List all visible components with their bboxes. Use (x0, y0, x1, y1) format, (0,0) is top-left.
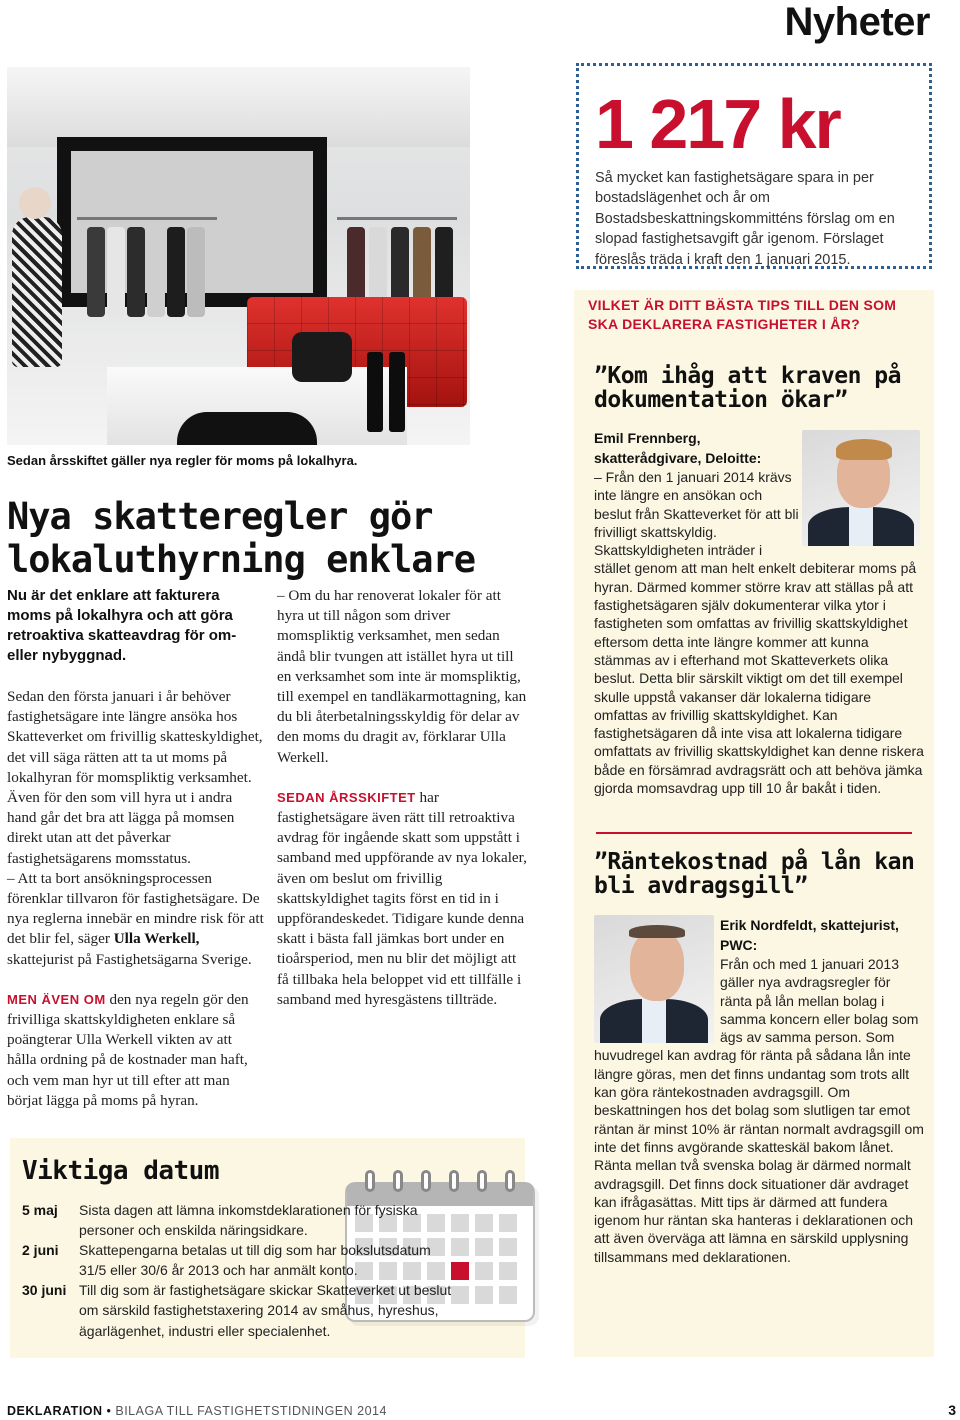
section-label: Nyheter (784, 0, 930, 44)
date-label: 5 maj (22, 1202, 58, 1218)
important-dates-box (10, 1138, 525, 1358)
date-label: 2 juni (22, 1242, 59, 1258)
article-paragraph: MEN ÄVEN OM den nya regeln gör den frivilliga skattskyldigheten enklare så poängterar Ulla Werkell vikten av att hålla ordning på de kostnader man haft, och vem man hyr ut till efter att man börjat lägga på moms på hyran. (7, 990, 249, 1109)
key-figure-number: 1 217 kr (595, 85, 840, 163)
article-column-2 (277, 586, 527, 1010)
key-figure-box (576, 63, 932, 269)
article-paragraph: Sedan den första januari i år behöver fastighetsägare inte längre ansöka hos Skatteverket om frivillig skatteskyldighet, det vill säga rätten att ta ut moms på lokalhyran för momspliktig verksamhet. Även för den som vill hyra ut i andra hand går det bra att lägga på momsen direkt utan att det påverkar fastighetsägarens momsstatus. (7, 688, 263, 867)
date-text: Sista dagen att lämna inkomstdeklarationen för fysiska personer och enskilda näringsidkare. (79, 1202, 418, 1239)
article-column-1 (7, 687, 265, 1111)
footer: DEKLARATION • BILAGA TILL FASTIGHETSTIDNINGEN 2014 (7, 1404, 387, 1418)
key-figure-text: Så mycket kan fastighetsägare spara in per bostadslägenhet och år om Bostadsbeskattningskommitténs förslag om en slopad fastighetsavgift går igenom. Förslaget föreslås träda i kraft den 1 januari 2015. (595, 170, 895, 268)
article-headline: Nya skatteregler gör lokaluthyrning enklare (7, 495, 476, 581)
tip1-text: – Från den 1 januari 2014 krävs inte längre en ansökan och beslut från Skatteverket för att bli frivilligt skattskyldig. Skattskyldigheten inträder i stället genom att man helt enkelt debiterar moms på hyran. Därmed kommer större krav att ställas på att fastighetsägaren själv dokumenterar vilka ytor i fastigheten som omfattas av frivillig skattskyldighet eftersom detta inte längre kommer att kunna stämmas av i efterhand mot Skatteverkets olika beslut. Detta blir särskilt viktigt om det till exempel skulle uppstå vakanser där lokalerna tidigare omfattas av frivillig skattskyldighet. Kan fastighetsägaren då inte visa att lokalerna tidigare omfattats av frivillig skattskyldighet kan denne riskera både en försämrad avdragsrätt och att behöva jämka gjorda momsavdrag upp till 10 år bakåt i tiden. (594, 469, 924, 797)
tips-question: VILKET ÄR DITT BÄSTA TIPS TILL DEN SOM SKA DEKLARERA FASTIGHETER I ÅR? (588, 297, 897, 332)
footer-brand: DEKLARATION (7, 1404, 103, 1418)
article-ingress: Nu är det enklare att fakturera moms på lokalhyra och att göra retroaktiva skatteavdrag för om- eller nybyggnad. (7, 587, 237, 664)
article-paragraph: – Om du har renoverat lokaler för att hyra ut till någon som driver momspliktig verksamhet, men sedan ändå blir tvungen att istället hyra ut till en verksamhet som inte är momspliktig, till exempel en tandläkarmottagning, kan du bli återbetalningsskyldig för delar av den moms du dragit av, förklarar Ulla Werkell. (277, 587, 527, 766)
tip1-headline: ”Kom ihåg att kraven på dokumentation ökar” (594, 363, 901, 413)
footer-subtitle: BILAGA TILL FASTIGHETSTIDNINGEN 2014 (115, 1404, 387, 1418)
date-label: 30 juni (22, 1282, 67, 1298)
tip1-body (594, 428, 924, 797)
tip2-person-name: Erik Nordfeldt, skattejurist, PWC: (720, 917, 899, 953)
article-paragraph: SEDAN ÅRSSKIFTET har fastighetsägare även rätt till retroaktiva avdrag för ingående skatt som uppstått i samband med uppförande av nya lokaler, även om beslut om frivillig skattskyldighet tagits först en tid in i uppförandeskedet. Tidigare kunde denna skatt i bästa fall jämkas bort under en tioårsperiod, men nu blir det möjligt att få tillbaka hela beloppet vid ett tillfälle i samband med hyresgästens tillträde. (277, 788, 527, 1008)
dates-title: Viktiga datum (22, 1156, 219, 1186)
tip2-body (594, 915, 924, 1266)
tip2-headline: ”Räntekostnad på lån kan bli avdragsgill” (594, 849, 915, 899)
date-text: Skattepengarna betalas ut till dig som har bokslutsdatum 31/5 eller 30/6 år 2013 och har anmält konto. (79, 1242, 431, 1279)
date-text: Till dig som är fastighetsägare skickar Skatteverket ut beslut om särskild fastighetstaxering 2014 av småhus, hyreshus, ägarlägenhet, industri eller specialenhet. (79, 1282, 452, 1339)
article-paragraph: – Att ta bort ansökningsprocessen förenklar tillvaron för fastighetsägare. De nya reglerna innebär en mindre risk för att det blir fel, säger Ulla Werkell, skattejurist på Fastighetsägarna Sverige. (7, 869, 264, 968)
photo-caption: Sedan årsskiftet gäller nya regler för moms på lokalhyra. (7, 453, 358, 468)
page-number: 3 (948, 1402, 956, 1418)
tip1-person-name: Emil Frennberg, skatterådgivare, Deloitte: (594, 430, 762, 466)
store-interior-photo (7, 67, 470, 445)
divider (596, 832, 912, 834)
tip2-text: Från och med 1 januari 2013 gäller nya avdragsregler för ränta på lån mellan bolag i samma koncern eller bolag som ägs av samma person. Som huvudregel kan avdrag för ränta på sådana lån inte längre göras, men det finns undantag som trots allt kan göra räntekostnaden avdragsgill. Om beskattningen hos det bolag som slutligen tar emot räntan är minst 10% är räntan normalt avdragsgill om inte det finns avgörande skatteskäl bakom lånet. Ränta mellan två svenska bolag är därmed normalt avdragsgill. Det finns dock situationer där avdraget kan ifrågasättas. Mitt tips är därmed att fundera igenom hur räntan ska hanteras i deklarationen och att även överväga att lämna en särskild upplysning tillsammans med deklarationen. (594, 956, 924, 1265)
tips-panel (574, 290, 934, 1357)
